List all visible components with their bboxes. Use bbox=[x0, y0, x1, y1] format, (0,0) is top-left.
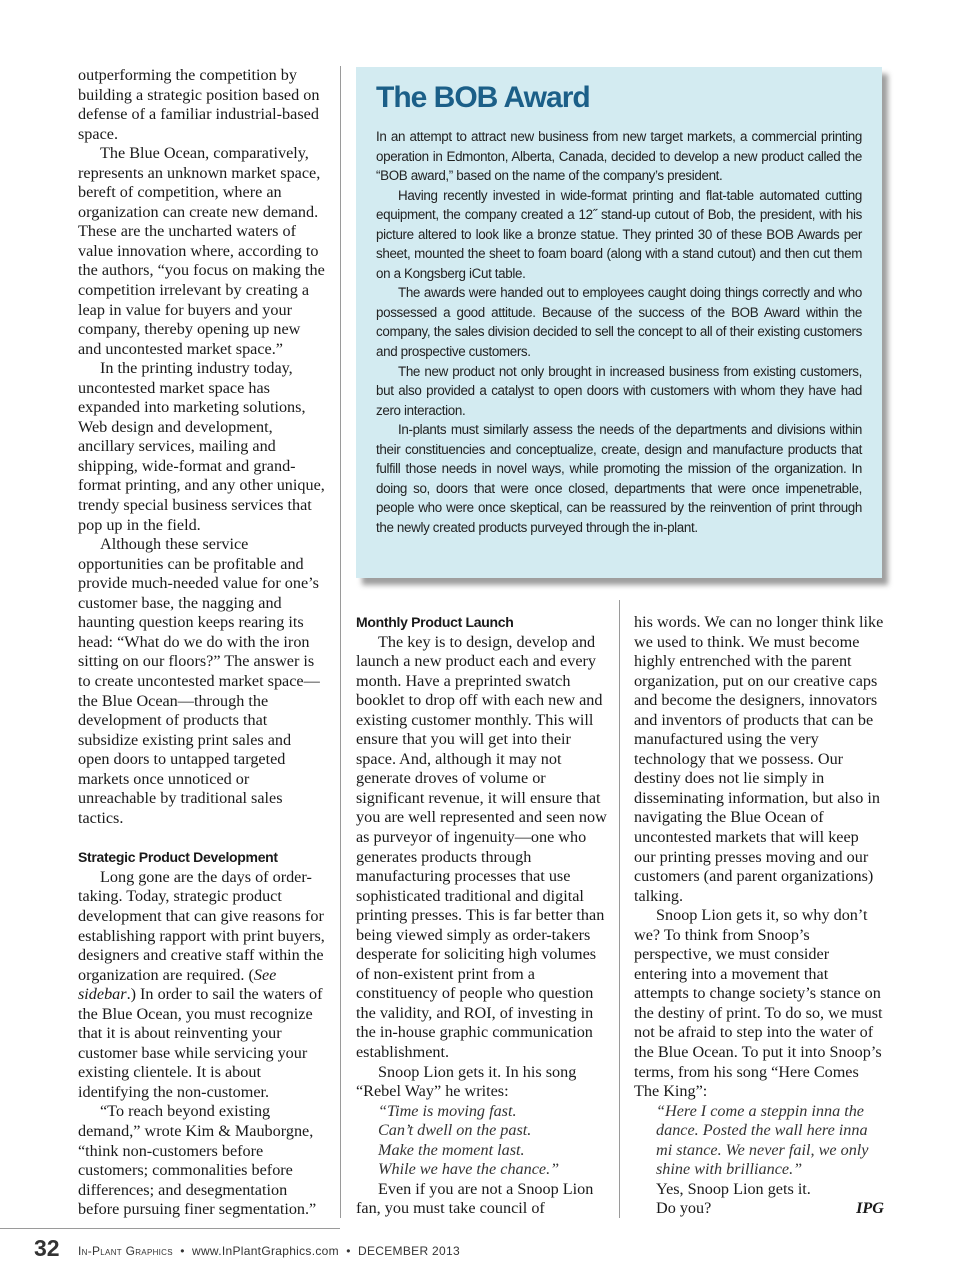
paragraph bbox=[78, 868, 326, 1103]
issue-date: DECEMBER 2013 bbox=[358, 1244, 460, 1258]
sidebar-title: The BOB Award bbox=[376, 81, 590, 114]
sidebar-paragraph: In-plants must similarly assess the needs of the departments and divisions within their constituencies and conceptualize, create, design and manufacture products that fulfill those needs in novel ways, while promoting the mission of the organization. In doing so, doors that were once closed, departments that were once impenetrable, people who were once skeptical, can be reassured by the reinvention of print through the newly created products purveyed through the in-plant. bbox=[376, 422, 862, 535]
bob-award-sidebar bbox=[356, 67, 882, 578]
paragraph-text: Long gone are the days of order-taking. Today, strategic product development that can give reasons for establishing rapport with print buyers, designers and creative staff within the organization are required. ( bbox=[78, 867, 325, 984]
website-link[interactable]: www.InPlantGraphics.com bbox=[191, 1244, 339, 1258]
sidebar-reference: See sidebar bbox=[78, 965, 277, 1004]
paragraph-text: .) In order to sail the waters of the Blue Ocean, you must recognize that it is about reinventing your customer base while servicing your existing clientele. It is about identifying the non-customer. bbox=[78, 985, 323, 1101]
paragraph: The Blue Ocean, comparatively, represents an unknown market space, bereft of competition, where an organization can create new demand. These are the uncharted waters of value innovation where, according to the authors, “you focus on making the competition irrelevant by creating a leap in value for buyers and your company, thereby opening up new and uncontested market space.” bbox=[78, 144, 325, 358]
ipg-signoff: IPG bbox=[856, 1199, 884, 1218]
paragraph: “To reach beyond existing demand,” wrote Kim & Mauborgne, “think non-customers before customers; commonalities before differences; and desegmentation before pursuing finer segmentation.” bbox=[78, 1102, 317, 1219]
column-divider-left bbox=[340, 66, 341, 1218]
paragraph: Although these service opportunities can be profitable and provide much-needed value for one’s customer base, the nagging and haunting question keeps rearing its head: “What do we do with the iron sitting on our floors?” The answer is to create uncontested market space—the Blue Ocean—through the development of products that subsidize existing print sales and open doors to untapped targeted markets once unnoticed or unreachable by traditional sales tactics. bbox=[78, 535, 320, 827]
sidebar-body bbox=[376, 127, 862, 537]
paragraph: Snoop Lion gets it. In his song “Rebel Way” he writes: bbox=[356, 1062, 577, 1101]
sidebar-paragraph: The awards were handed out to employees caught doing things correctly and who possessed a good attitude. Because of the success of the BOB Award within the company, the sales division decided to sell the concept to all of their existing customers and prospective customers. bbox=[376, 285, 862, 360]
footer-separator: • bbox=[180, 1244, 185, 1258]
lyric-line: Can’t dwell on the past. bbox=[378, 1121, 532, 1140]
paragraph: outperforming the competition by building a strategic position based on defense of a familiar industrial-based space. bbox=[78, 66, 320, 143]
paragraph: The key is to design, develop and launch a new product each and every month. Have a preprinted swatch booklet to drop off with each new and existing customer monthly. This will ensure that you will get into their space. And, although it may not generate droves of volume or significant revenue, it will ensure that you are well represented and seen now as purveyor of ingenuity—one who generates products through manufacturing processes that use sophisticated traditional and digital printing presses. This is far better than being viewed simply as order-takers desperate for soliciting high volumes of non-existent print from a constituency of people who question the validity, and ROI, of investing in the in-house graphic communication establishment. bbox=[356, 632, 607, 1062]
lyric-line: While we have the chance.” bbox=[378, 1160, 560, 1179]
footer-line bbox=[78, 1244, 460, 1258]
paragraph: Yes, Snoop Lion gets it. bbox=[656, 1179, 811, 1198]
footer-separator: • bbox=[346, 1244, 351, 1258]
column-divider-right bbox=[619, 600, 620, 1218]
paragraph: his words. We can no longer think like we used to think. We must become highly entrenched with the parent organization, put on our creative caps and become the designers, innovators and inventors of products that can be manufactured using the very technology that we possess. Our destiny does not lie simply in disseminating information, but also in navigating the Blue Ocean of uncontested markets that will keep our printing presses moving and our customers (and parent organizations) talking. bbox=[634, 613, 884, 905]
paragraph: Even if you are not a Snoop Lion fan, you must take council of bbox=[356, 1179, 594, 1218]
article-column-3 bbox=[634, 613, 884, 1219]
closing-question: Do you? bbox=[656, 1199, 712, 1218]
sidebar-paragraph: Having recently invested in wide-format printing and flat-table automated cutting equipment, the company created a 12˝ stand-up cutout of Bob, the president, with his picture altered to look like a bronze statue. They printed 30 of these BOB Awards per sheet, mounted the sheet to foam board (along with a stand cutout) and then cut them on a Kongsberg iCut table. bbox=[376, 187, 862, 281]
article-column-1 bbox=[78, 66, 326, 1220]
lyric-quote: “Here I come a steppin inna the dance. Posted the wall here inna mi stance. We never fail, we only shine with brilliance.” bbox=[656, 1101, 869, 1179]
section-heading: Monthly Product Launch bbox=[356, 614, 514, 630]
sidebar-paragraph: In an attempt to attract new business from new target markets, a commercial printing operation in Edmonton, Alberta, Canada, decided to develop a new product called the “BOB award,” based on the name of the company’s president. bbox=[376, 129, 862, 184]
paragraph: In the printing industry today, uncontested market space has expanded into marketing solutions, Web design and development, ancillary services, mailing and shipping, wide-format and grand-format printing, and any other unique, trendy special business services that pop up in the field. bbox=[78, 359, 325, 534]
footer-rule bbox=[0, 1228, 340, 1229]
page-number: 32 bbox=[34, 1235, 60, 1261]
paragraph bbox=[634, 1199, 884, 1219]
article-column-2 bbox=[356, 613, 608, 1219]
section-heading: Strategic Product Development bbox=[78, 849, 278, 866]
magazine-name: In-Plant Graphics bbox=[78, 1244, 173, 1258]
sidebar-paragraph: The new product not only brought in increased business from existing customers, but also provided a catalyst to open doors with customers with whom they have had zero interaction. bbox=[376, 363, 862, 418]
lyric-line: “Time is moving fast. bbox=[378, 1101, 517, 1120]
paragraph: Snoop Lion gets it, so why don’t we? To think from Snoop’s perspective, we must consider entering into a movement that attempts to change society’s stance on the destiny of print. To do so, we must not be afraid to step into the water of the Blue Ocean. To put it into Snoop’s terms, from his song “Here Comes The King”: bbox=[634, 906, 883, 1101]
lyric-line: Make the moment last. bbox=[378, 1140, 525, 1159]
